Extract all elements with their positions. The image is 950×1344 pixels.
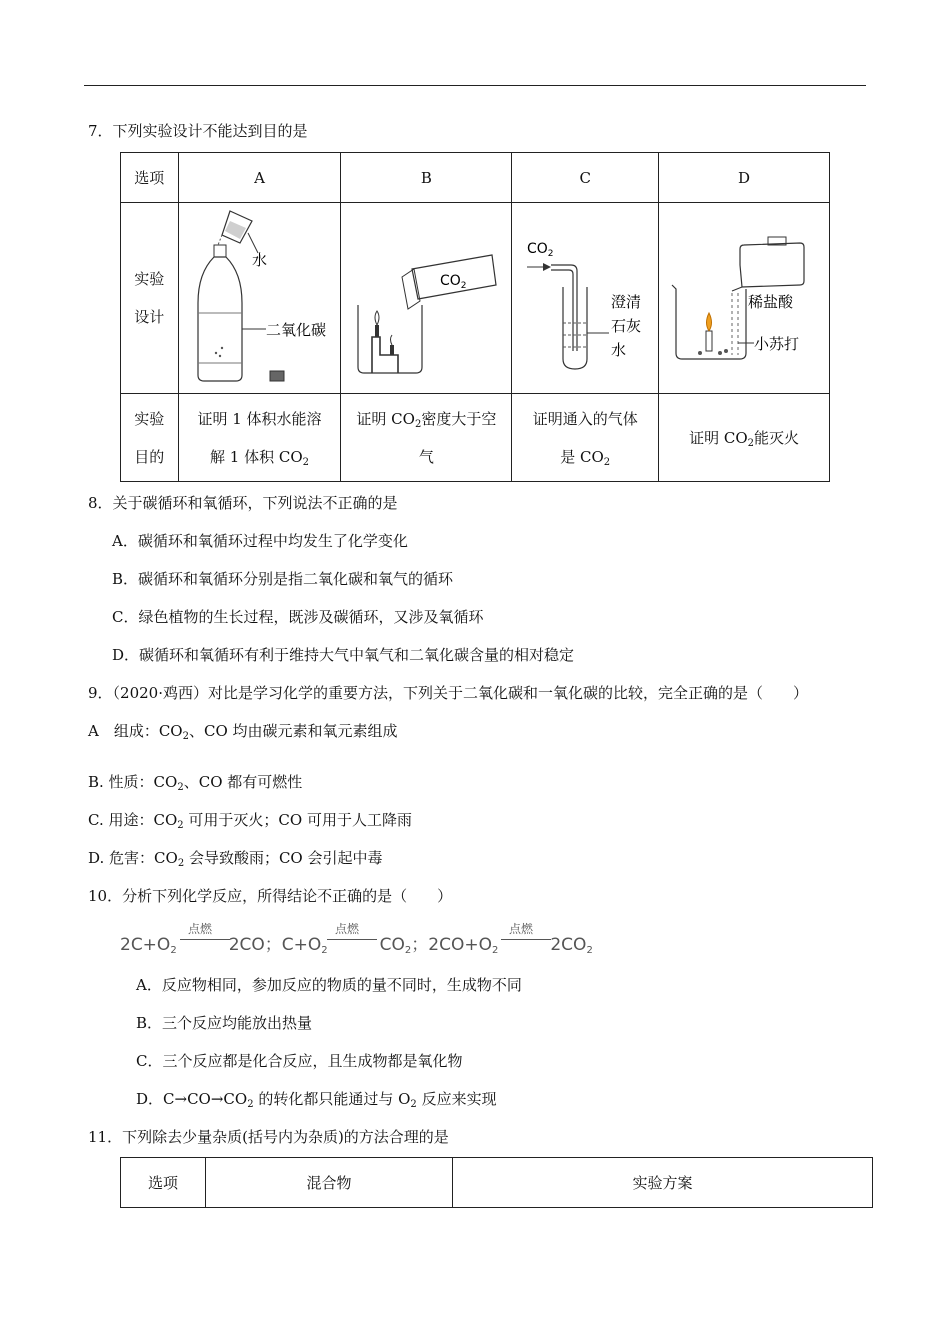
q7-figure-d — [659, 203, 830, 394]
q7-option-d: D — [659, 153, 830, 203]
q10-equations: 点燃 点燃 点燃 $2C+O_2$ 2CO；$C+O_2$ $CO_2$；$2CO+O_2$ $2CO_2$ — [120, 922, 593, 956]
q7-option-a: A — [178, 153, 341, 203]
q9-option-c: C. 用途：$CO_2$ 可用于灭火；CO 可用于人工降雨 — [88, 811, 412, 831]
svg-text:水: 水 — [251, 251, 267, 269]
q7-option-c: C — [512, 153, 659, 203]
q11-header-mixture: 混合物 — [206, 1158, 453, 1208]
svg-text:水: 水 — [611, 341, 627, 359]
bottle-experiment-figure — [180, 203, 340, 389]
candle-acid-figure — [660, 203, 828, 389]
q7-figure-c — [512, 203, 659, 394]
q10-option-c: C．三个反应都是化合反应，且生成物都是氧化物 — [136, 1052, 463, 1070]
q7-header-label: 选项 — [121, 153, 179, 203]
q7-purpose-d: 证明 $CO_2$能灭火 — [659, 394, 830, 482]
beaker-candles-figure — [342, 203, 510, 389]
q7-design-label: 实验 设计 — [121, 203, 179, 394]
q10-stem: 10．分析下列化学反应，所得结论不正确的是（ ） — [88, 887, 453, 905]
q11-table — [120, 1157, 873, 1208]
q8-option-a: A．碳循环和氧循环过程中均发生了化学变化 — [112, 532, 408, 550]
b-co2-label: $CO_2$ — [440, 273, 467, 291]
q8-stem: 8．关于碳循环和氧循环，下列说法不正确的是 — [88, 494, 398, 512]
svg-text:稀盐酸: 稀盐酸 — [748, 293, 794, 311]
q10-option-a: A．反应物相同，参加反应的物质的量不同时，生成物不同 — [136, 976, 522, 994]
q9-stem: 9．（2020·鸡西）对比是学习化学的重要方法，下列关于二氧化碳和一氧化碳的比较，完全正确的是（ ） — [88, 684, 808, 702]
svg-text:澄清: 澄清 — [611, 293, 642, 311]
q9-option-b: B. 性质：$CO_2$、CO 都有可燃性 — [88, 773, 303, 793]
q7-option-b: B — [341, 153, 512, 203]
q9-option-a: A 组成：$CO_2$、CO 均由碳元素和氧元素组成 — [88, 722, 398, 742]
svg-text:小苏打: 小苏打 — [754, 335, 800, 353]
q9-option-d: D. 危害：$CO_2$ 会导致酸雨；CO 会引起中毒 — [88, 849, 383, 869]
q7-purpose-b: 证明 $CO_2$密度大于空 气 — [341, 394, 512, 482]
svg-text:石灰: 石灰 — [611, 317, 642, 335]
c-co2-label: $CO_2$ — [527, 241, 554, 259]
q7-figure-a — [178, 203, 341, 394]
header-rule — [84, 85, 866, 86]
q7-purpose-label: 实验 目的 — [121, 394, 179, 482]
q7-table — [120, 152, 830, 482]
q11-stem: 11．下列除去少量杂质(括号内为杂质)的方法合理的是 — [88, 1128, 449, 1146]
q7-purpose-a: 证明 1 体积水能溶 解 1 体积 $CO_2$ — [178, 394, 341, 482]
q10-option-b: B．三个反应均能放出热量 — [136, 1014, 313, 1032]
q8-option-d: D．碳循环和氧循环有利于维持大气中氧气和二氧化碳含量的相对稳定 — [112, 646, 575, 664]
q11-header-plan: 实验方案 — [453, 1158, 873, 1208]
q7-purpose-c: 证明通入的气体 是 $CO_2$ — [512, 394, 659, 482]
q10-option-d: D．$C\to CO\to CO_2$ 的转化都只能通过与 $O_2$ 反应来实现 — [136, 1090, 497, 1110]
q7-figure-b — [341, 203, 512, 394]
q11-header-option: 选项 — [121, 1158, 206, 1208]
q7-stem: 7．下列实验设计不能达到目的是 — [88, 122, 308, 140]
limewater-tube-figure — [513, 203, 657, 389]
q8-option-b: B．碳循环和氧循环分别是指二氧化碳和氧气的循环 — [112, 570, 454, 588]
q8-option-c: C．绿色植物的生长过程，既涉及碳循环，又涉及氧循环 — [112, 608, 484, 626]
svg-text:二氧化碳: 二氧化碳 — [265, 321, 326, 339]
